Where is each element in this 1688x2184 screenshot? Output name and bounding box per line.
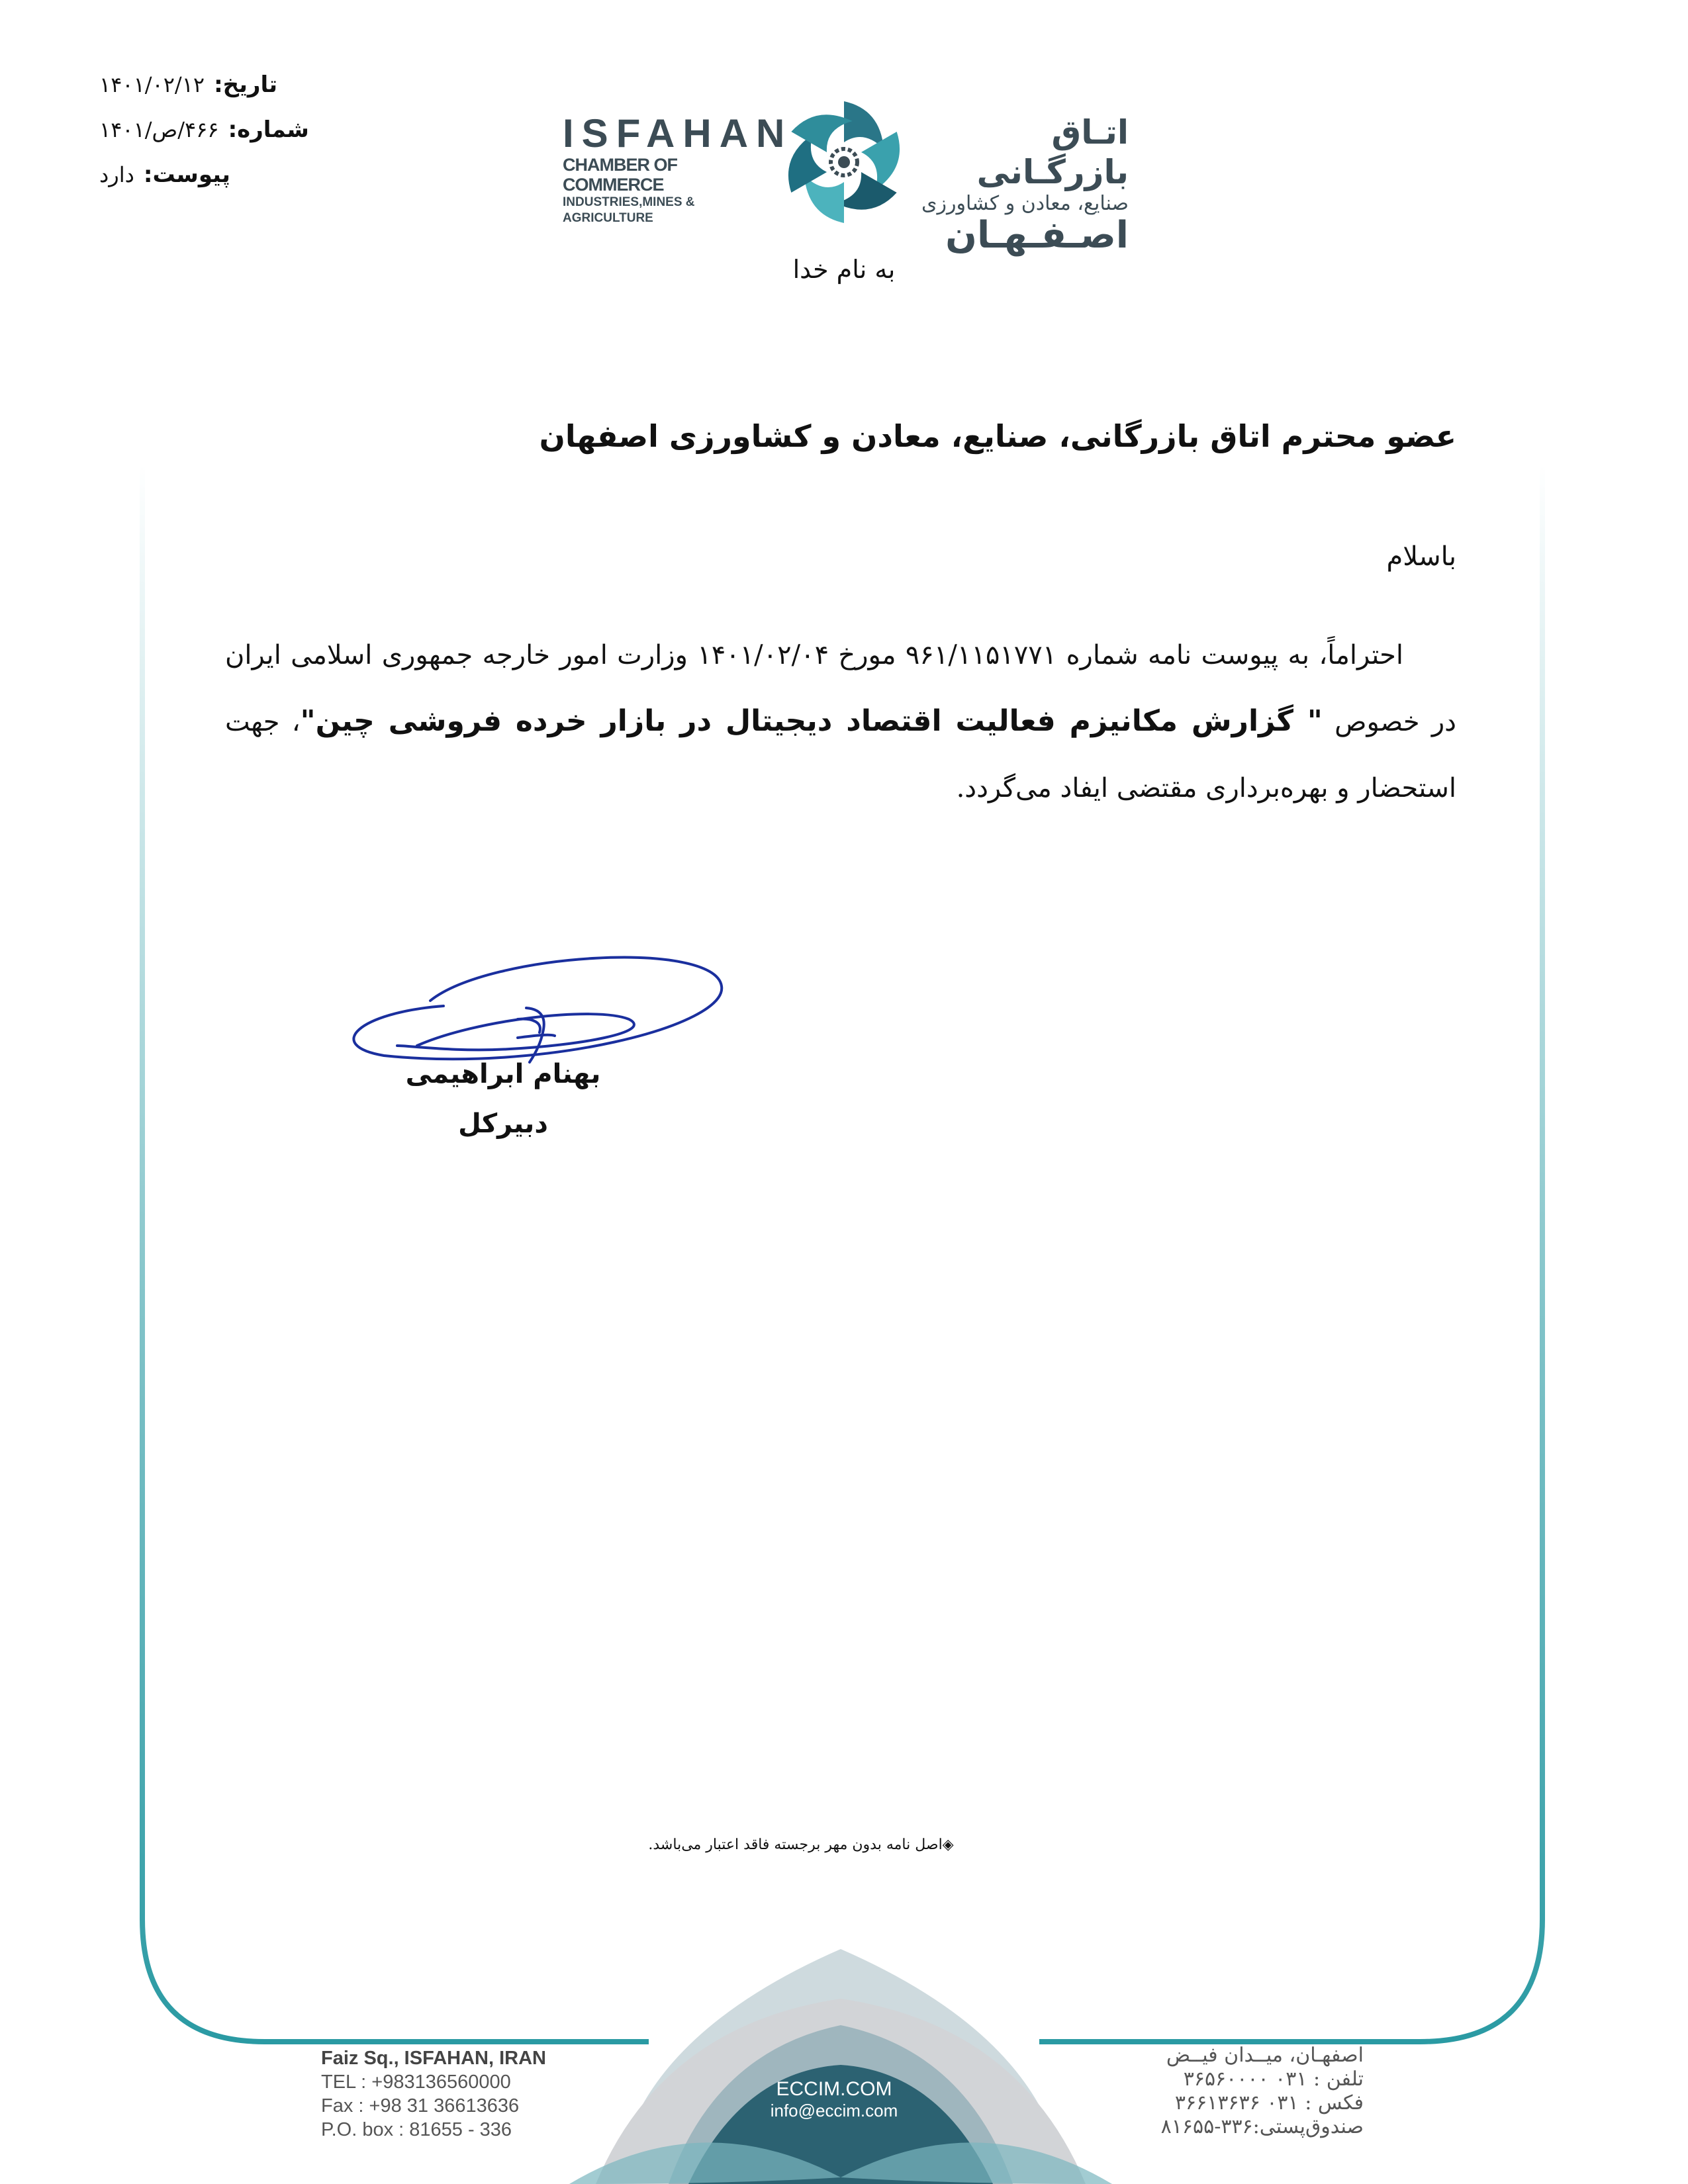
logo-en-line3: INDUSTRIES,MINES & AGRICULTURE	[563, 195, 695, 225]
signatory-title: دبیرکل	[458, 1109, 548, 1139]
attachment-value: دارد	[99, 162, 134, 187]
greeting: باسلام	[1386, 541, 1456, 572]
logo-persian-text	[910, 113, 1129, 255]
date-row	[99, 71, 318, 116]
attachment-row	[99, 161, 318, 206]
logo-english-text	[563, 111, 793, 226]
logo-en-line1: ISFAHAN	[563, 111, 793, 156]
date-label: تاریخ:	[214, 71, 278, 98]
footer-contact-english	[321, 2046, 586, 2142]
bismillah: به نام خدا	[792, 255, 896, 284]
footer-fa-pobox: صندوق‌پستی:۳۳۶-۸۱۶۵۵	[1160, 2115, 1364, 2138]
number-value: ۴۶۶/ص/۱۴۰۱	[99, 117, 219, 142]
footer-fa-fax: فکس : ۰۳۱ ۳۶۶۱۳۶۳۶	[1174, 2091, 1364, 2115]
logo-en-line2: CHAMBER OF COMMERCE	[563, 155, 677, 195]
footer-fa-address: اصفهـان، میــدان فیــض	[1166, 2044, 1364, 2067]
letter-body	[225, 622, 1456, 821]
logo-fa-line1: اتـاق بازرگـانی	[976, 113, 1129, 191]
body-part1: احتراماً، به پیوست نامه شماره ۹۶۱/۱۱۵۱۷۷۱ مورخ ۱۴۰۱/۰۲/۰۴ وزارت امور خارجه جمهوری اسلامی ایران در خصوص	[225, 640, 1456, 737]
body-subject-bold: " گزارش مکانیزم فعالیت اقتصاد دیجیتال در بازار خرده فروشی چین"	[300, 704, 1323, 738]
logo-fa-line2: صنایع، معادن و کشاورزی	[921, 192, 1129, 215]
attachment-label: پیوست:	[143, 161, 230, 188]
footer-fax: Fax : +98 31 36613636	[321, 2095, 520, 2116]
footer-contact-persian	[1059, 2044, 1364, 2139]
footer-address: Faiz Sq., ISFAHAN, IRAN	[321, 2048, 546, 2069]
recipient-heading: عضو محترم اتاق بازرگانی، صنایع، معادن و کشاورزی اصفهان	[539, 418, 1456, 454]
chamber-logo-icon	[778, 96, 910, 228]
body-part2: ، جهت استحضار و بهره‌برداری مقتضی ایفاد می‌گردد.	[225, 707, 1456, 803]
footer-tel: TEL : +983136560000	[321, 2071, 511, 2093]
footer-web	[728, 2078, 940, 2120]
footer-email[interactable]: info@eccim.com	[770, 2101, 898, 2120]
number-label: شماره:	[228, 116, 309, 143]
letter-meta	[99, 71, 318, 206]
footer-lotus-ornament	[569, 1949, 1112, 2184]
footer-website[interactable]: ECCIM.COM	[776, 2078, 892, 2100]
footer-pobox: P.O. box : 81655 - 336	[321, 2119, 512, 2140]
date-value: ۱۴۰۱/۰۲/۱۲	[99, 72, 205, 97]
signatory-name: بهنام ابراهیمی	[405, 1059, 601, 1089]
number-row	[99, 116, 318, 161]
seal-notice: ◈اصل نامه بدون مهر برجسته فاقد اعتبار می‌باشد.	[648, 1837, 954, 1853]
logo-fa-line3: اصـفـهـان	[945, 214, 1129, 257]
footer-fa-tel: تلفن : ۰۳۱ ۳۶۵۶۰۰۰۰	[1183, 2068, 1364, 2091]
